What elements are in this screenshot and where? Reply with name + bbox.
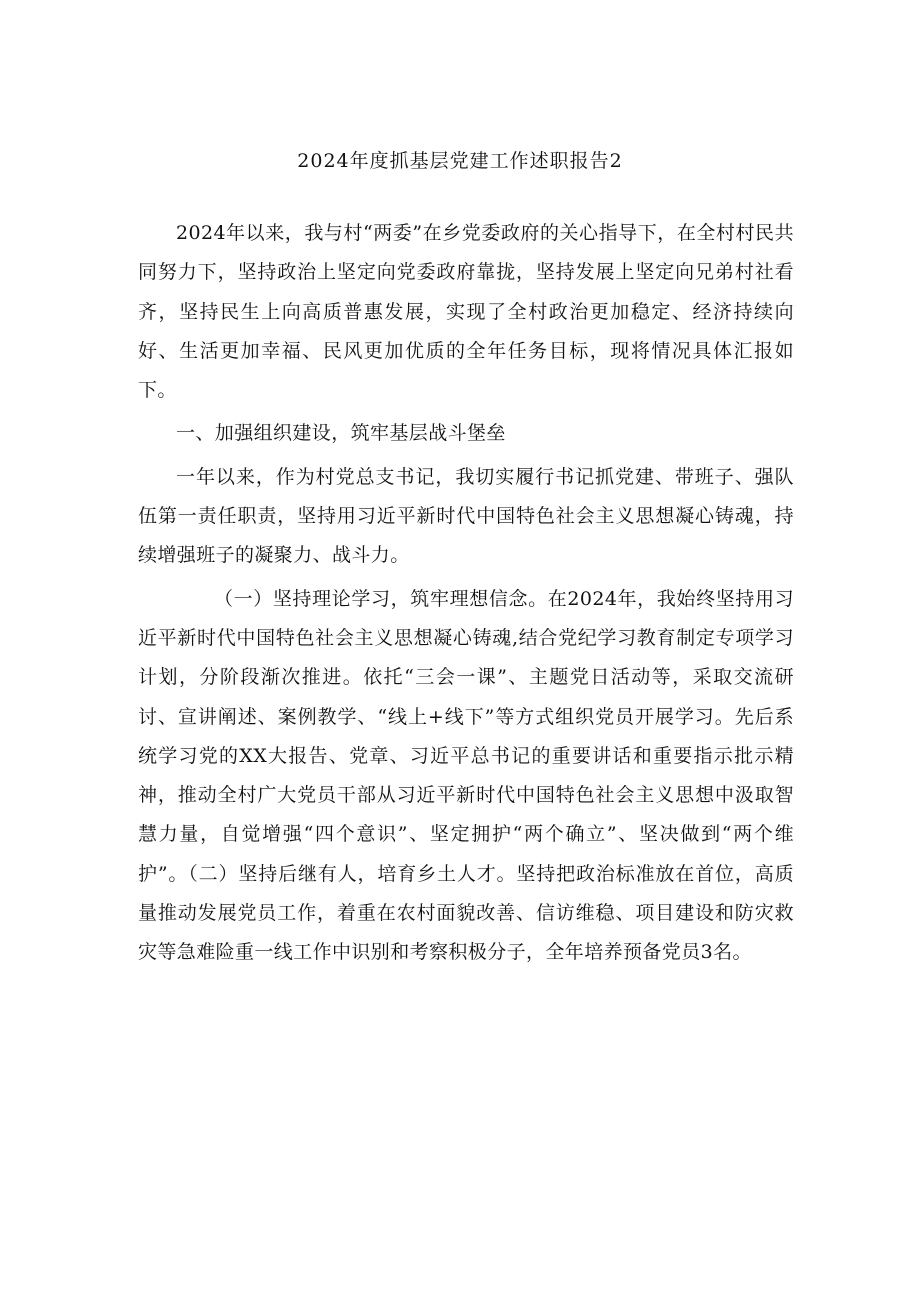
document-title: 2024年度抓基层党建工作述职报告2 (297, 150, 623, 172)
paragraph-section-intro: 一年以来，作为村党总支书记，我切实履行书记抓党建、带班子、强队伍第一责任职责，坚持用习近平新时代中国特色社会主义思想凝心铸魂，持续增强班子的凝聚力、战斗力。 (138, 465, 794, 567)
paragraph-intro: 2024年以来，我与村“两委”在乡党委政府的关心指导下，在全村村民共同努力下，坚持政治上坚定向党委政府靠拢，坚持发展上坚定向兄弟村社看齐，坚持民生上向高质普惠发展，实现了全村政治更加稳定、经济持续向好、生活更加幸福、民风更加优质的全年任务目标，现将情况具体汇报如下。 (138, 222, 794, 402)
section-heading: 一、加强组织建设，筑牢基层战斗堡垒 (176, 422, 506, 445)
paragraph-theory-study: （一）坚持理论学习，筑牢理想信念。在2024年，我始终坚持用习近平新时代中国特色社会主义思想凝心铸魂,结合党纪学习教育制定专项学习计划，分阶段渐次推进。依托“三会一课”、主题党日活动等，采取交流研讨、宣讲阐述、案例教学、“线上+线下”等方式组织党员开展学习。先后系统学习党的XX大报告、党章、习近平总书记的重要讲话和重要指示批示精神，推动全村广大党员干部从习近平新时代中国特色社会主义思想中汲取智慧力量，自觉增强“四个意识”、坚定拥护“两个确立”、坚决做到“两个维护”。（二）坚持后继有人，培育乡土人才。坚持把政治标准放在首位，高质量推动发展党员工作，着重在农村面貌改善、信访维稳、项目建设和防灾救灾等急难险重一线工作中识别和考察积极分子，全年培养预备党员3名。 (138, 587, 794, 964)
document-body (138, 214, 794, 977)
